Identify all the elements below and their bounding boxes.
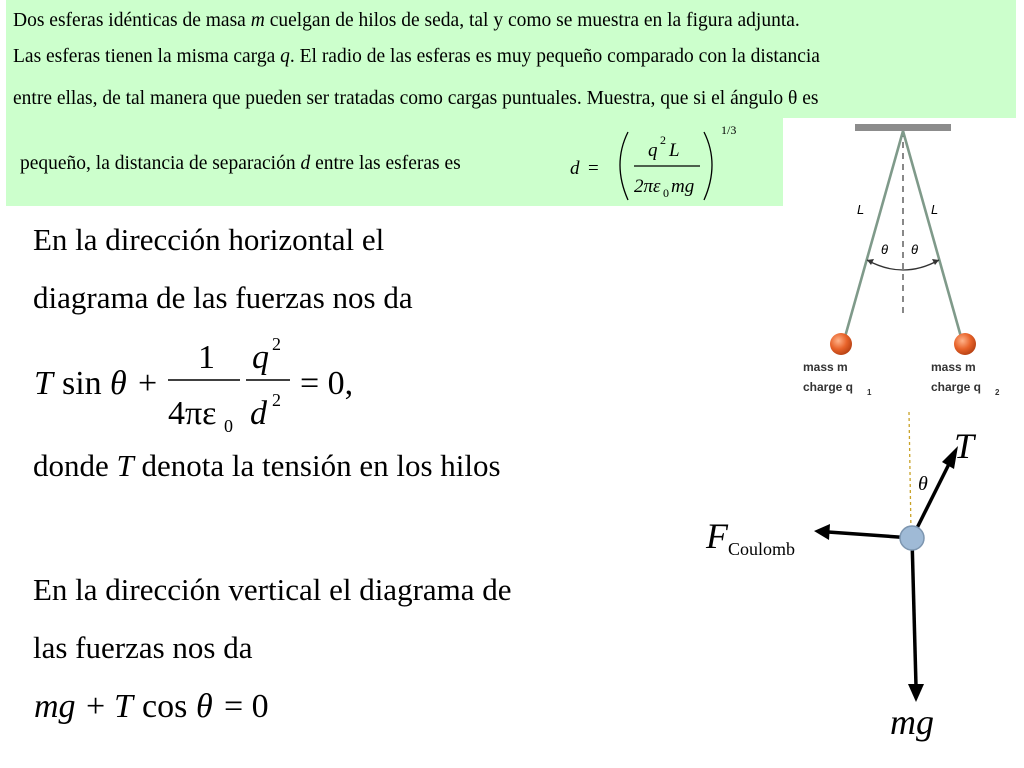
vertical-text-line-1: En la dirección vertical el diagrama de: [33, 572, 512, 607]
label-theta-left: θ: [881, 242, 889, 257]
formula-den-sub: 0: [663, 186, 669, 200]
eq-h-theta: θ: [110, 365, 127, 402]
weight-arrowhead: [908, 684, 924, 702]
eq-v-T: T: [114, 688, 133, 725]
separation-formula: [568, 120, 743, 206]
charge-left-sub: 1: [867, 388, 872, 397]
eq-v-theta: θ: [196, 688, 213, 725]
donde-text: donde T denota la tensión en los hilos: [33, 448, 501, 483]
charge-right-label: charge q: [931, 380, 982, 394]
formula-left-paren: [620, 132, 628, 200]
pendulum-figure: [783, 118, 1018, 408]
mass-right-label: mass m: [931, 360, 976, 374]
eq-h-rhs: = 0,: [300, 365, 354, 402]
formula-den: 2πε: [634, 176, 661, 197]
vertical-force-equation: [28, 683, 348, 733]
label-theta: θ: [918, 473, 928, 495]
coulomb-arrowhead: [814, 524, 830, 540]
tension-arrow: [912, 460, 951, 538]
charge-left-label: charge q: [803, 380, 854, 394]
horizontal-text-line-1: En la dirección horizontal el: [33, 222, 385, 257]
label-theta-right: θ: [911, 242, 919, 257]
eq-h-frac1-den: 4πε: [168, 395, 217, 432]
problem-line-1: Dos esferas idénticas de masa m cuelgan de hilos de seda, tal y como se muestra en la figura adjunta.: [13, 10, 800, 31]
problem-line-3: entre ellas, de tal manera que pueden ser tratadas como cargas puntuales. Muestra, que si el ángulo θ es: [13, 88, 819, 109]
eq-h-frac2-den: d: [250, 395, 267, 432]
eq-v-cos: cos: [142, 688, 188, 725]
eq-v-rhs: = 0: [224, 688, 269, 725]
problem-line-2: Las esferas tienen la misma carga q. El radio de las esferas es muy pequeño comparado con la distancia: [13, 46, 820, 67]
formula-right-paren: [704, 132, 712, 200]
weight-arrow: [912, 538, 916, 686]
formula-num-exp: 2: [660, 133, 666, 147]
eq-h-frac2-num-exp: 2: [272, 334, 281, 354]
pendulum-ceiling: [855, 124, 951, 131]
formula-equals: =: [588, 158, 599, 179]
horizontal-force-equation: [28, 330, 388, 440]
sphere-left: [830, 333, 852, 355]
particle: [900, 526, 924, 550]
formula-num-L: L: [669, 140, 680, 161]
mass-left-label: mass m: [803, 360, 848, 374]
sphere-right: [954, 333, 976, 355]
formula-den-mg: mg: [671, 176, 695, 197]
eq-h-frac2-num: q: [252, 339, 269, 376]
formula-power: 1/3: [721, 123, 737, 137]
eq-v-mg: mg: [34, 688, 76, 725]
problem-line-4: pequeño, la distancia de separación d entre las esferas es: [20, 153, 461, 174]
eq-h-plus: +: [138, 365, 158, 402]
dashed-vertical-reference: [909, 412, 911, 532]
label-mg: mg: [890, 702, 934, 742]
charge-right-sub: 2: [995, 388, 1000, 397]
label-F-sub: Coulomb: [728, 539, 796, 559]
label-L-left: L: [857, 202, 865, 217]
eq-h-frac1-sub: 0: [224, 416, 233, 436]
formula-num-q: q: [648, 140, 658, 161]
formula-lhs: d: [570, 158, 580, 179]
label-T: T: [954, 426, 975, 466]
eq-h-sin: sin: [62, 365, 102, 402]
eq-h-frac1-num: 1: [198, 339, 215, 376]
force-diagram: [690, 408, 1010, 763]
label-F: F: [706, 516, 728, 556]
eq-h-T: T: [34, 365, 53, 402]
eq-h-frac2-den-exp: 2: [272, 390, 281, 410]
label-L-right: L: [931, 202, 939, 217]
eq-v-plus: +: [86, 688, 106, 725]
vertical-text-line-2: las fuerzas nos da: [33, 630, 253, 665]
horizontal-text-line-2: diagrama de las fuerzas nos da: [33, 280, 413, 315]
